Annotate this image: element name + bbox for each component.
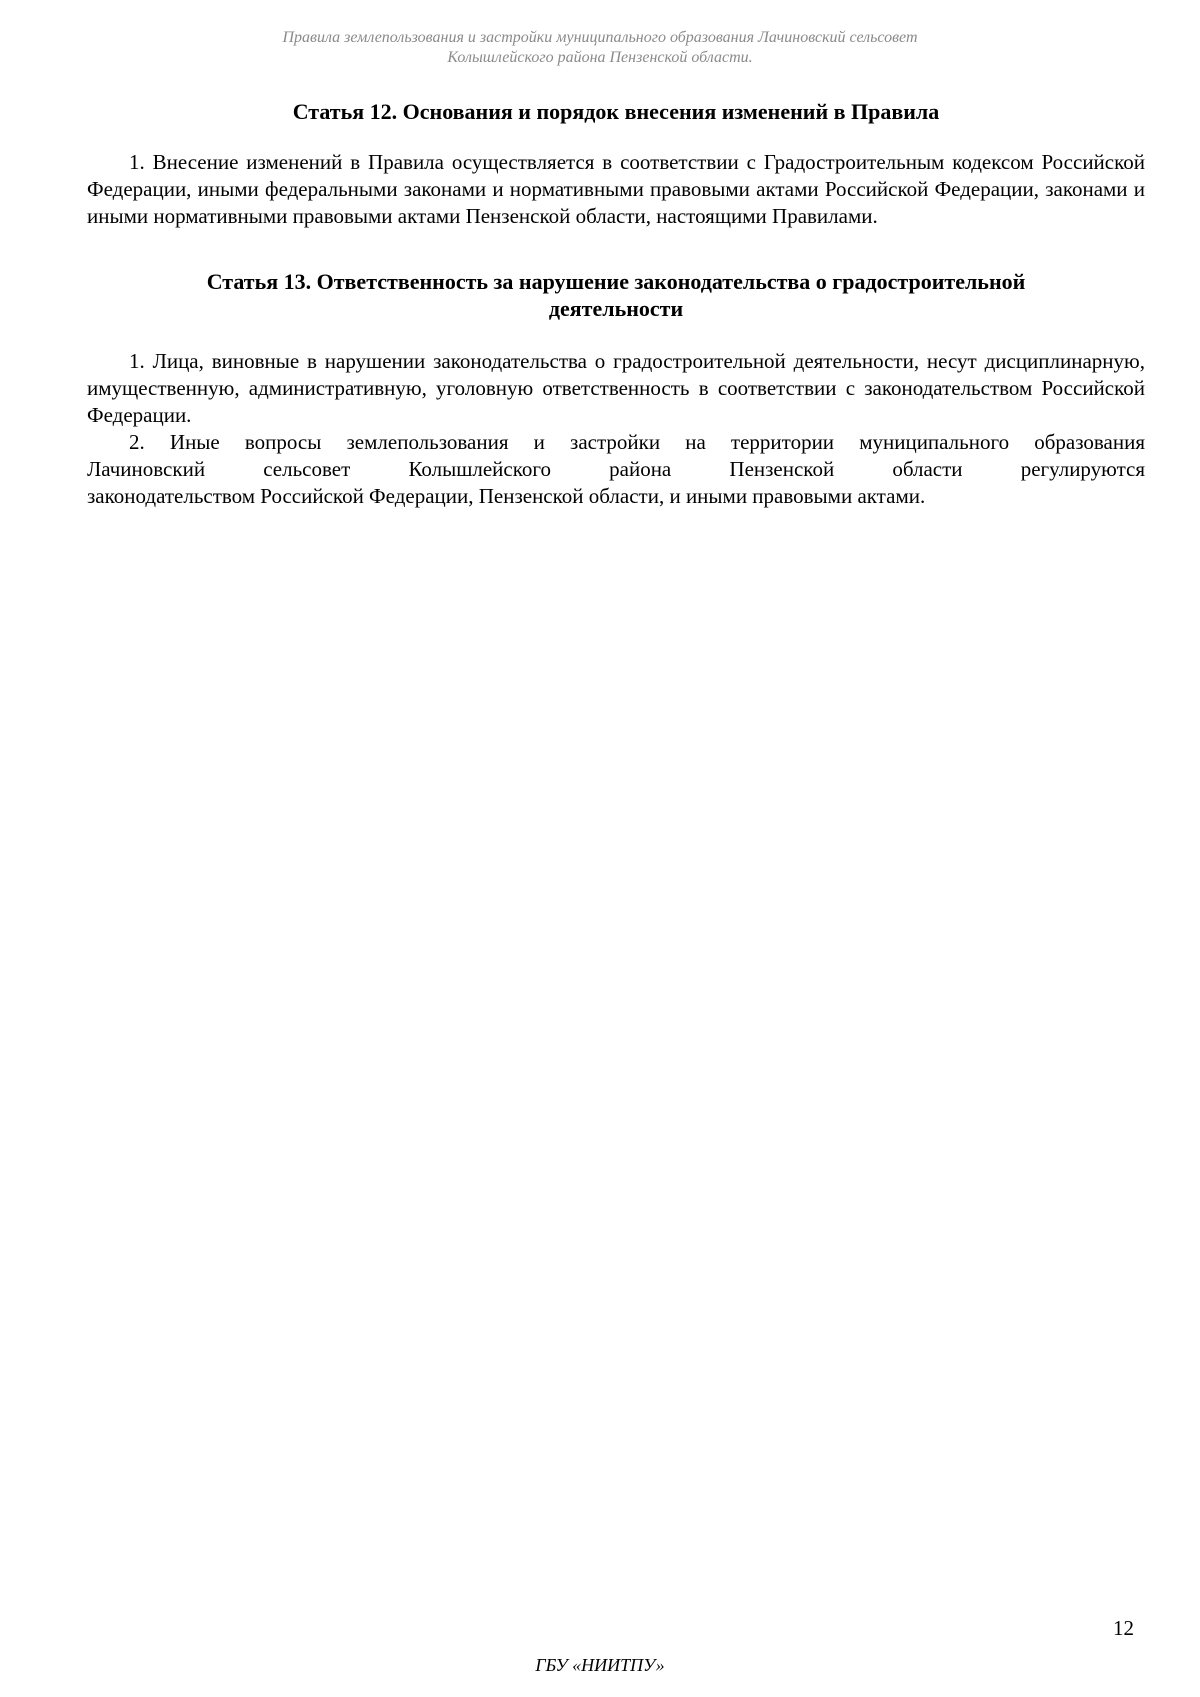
document-body — [87, 98, 1145, 510]
running-header-line-1: Правила землепользования и застройки муниципального образования Лачиновский сельсовет — [282, 29, 918, 46]
article-13-paragraph-1: 1. Лица, виновные в нарушении законодательства о градостроительной деятельности, несут дисциплинарную, имущественную, административную, уголовную ответственность в соответствии с законодательством Российской Федерации. — [87, 349, 1145, 427]
article-13 — [87, 268, 1145, 510]
article-12-paragraph-1: 1. Внесение изменений в Правила осуществляется в соответствии с Градостроительным кодексом Российской Федерации, иными федеральными законами и нормативными правовыми актами Российской Федерации, законами и иными нормативными правовыми актами Пензенской области, настоящими Правилами. — [87, 150, 1145, 228]
running-header — [150, 28, 1050, 68]
article-12-title: Статья 12. Основания и порядок внесения изменений в Правила — [292, 99, 940, 124]
article-13-paragraph-2-line-1: 2. Иные вопросы землепользования и застройки на территории муниципального образования — [129, 430, 1145, 454]
article-13-paragraph-2-line-3: законодательством Российской Федерации, Пензенской области, и иными правовыми актами. — [87, 484, 926, 508]
footer-organization: ГБУ «НИИТПУ» — [535, 1655, 665, 1675]
page-number: 12 — [1113, 1616, 1134, 1640]
article-13-title — [87, 268, 1145, 322]
article-12 — [87, 98, 1145, 230]
article-13-title-line-1: Статья 13. Ответственность за нарушение законодательства о градостроительной — [206, 269, 1026, 294]
article-13-paragraph-2-line-2: Лачиновский сельсовет Колышлейского района Пензенской области регулируются — [87, 457, 1145, 481]
running-header-line-2: Колышлейского района Пензенской области. — [447, 49, 753, 66]
article-13-title-line-2: деятельности — [548, 296, 684, 321]
